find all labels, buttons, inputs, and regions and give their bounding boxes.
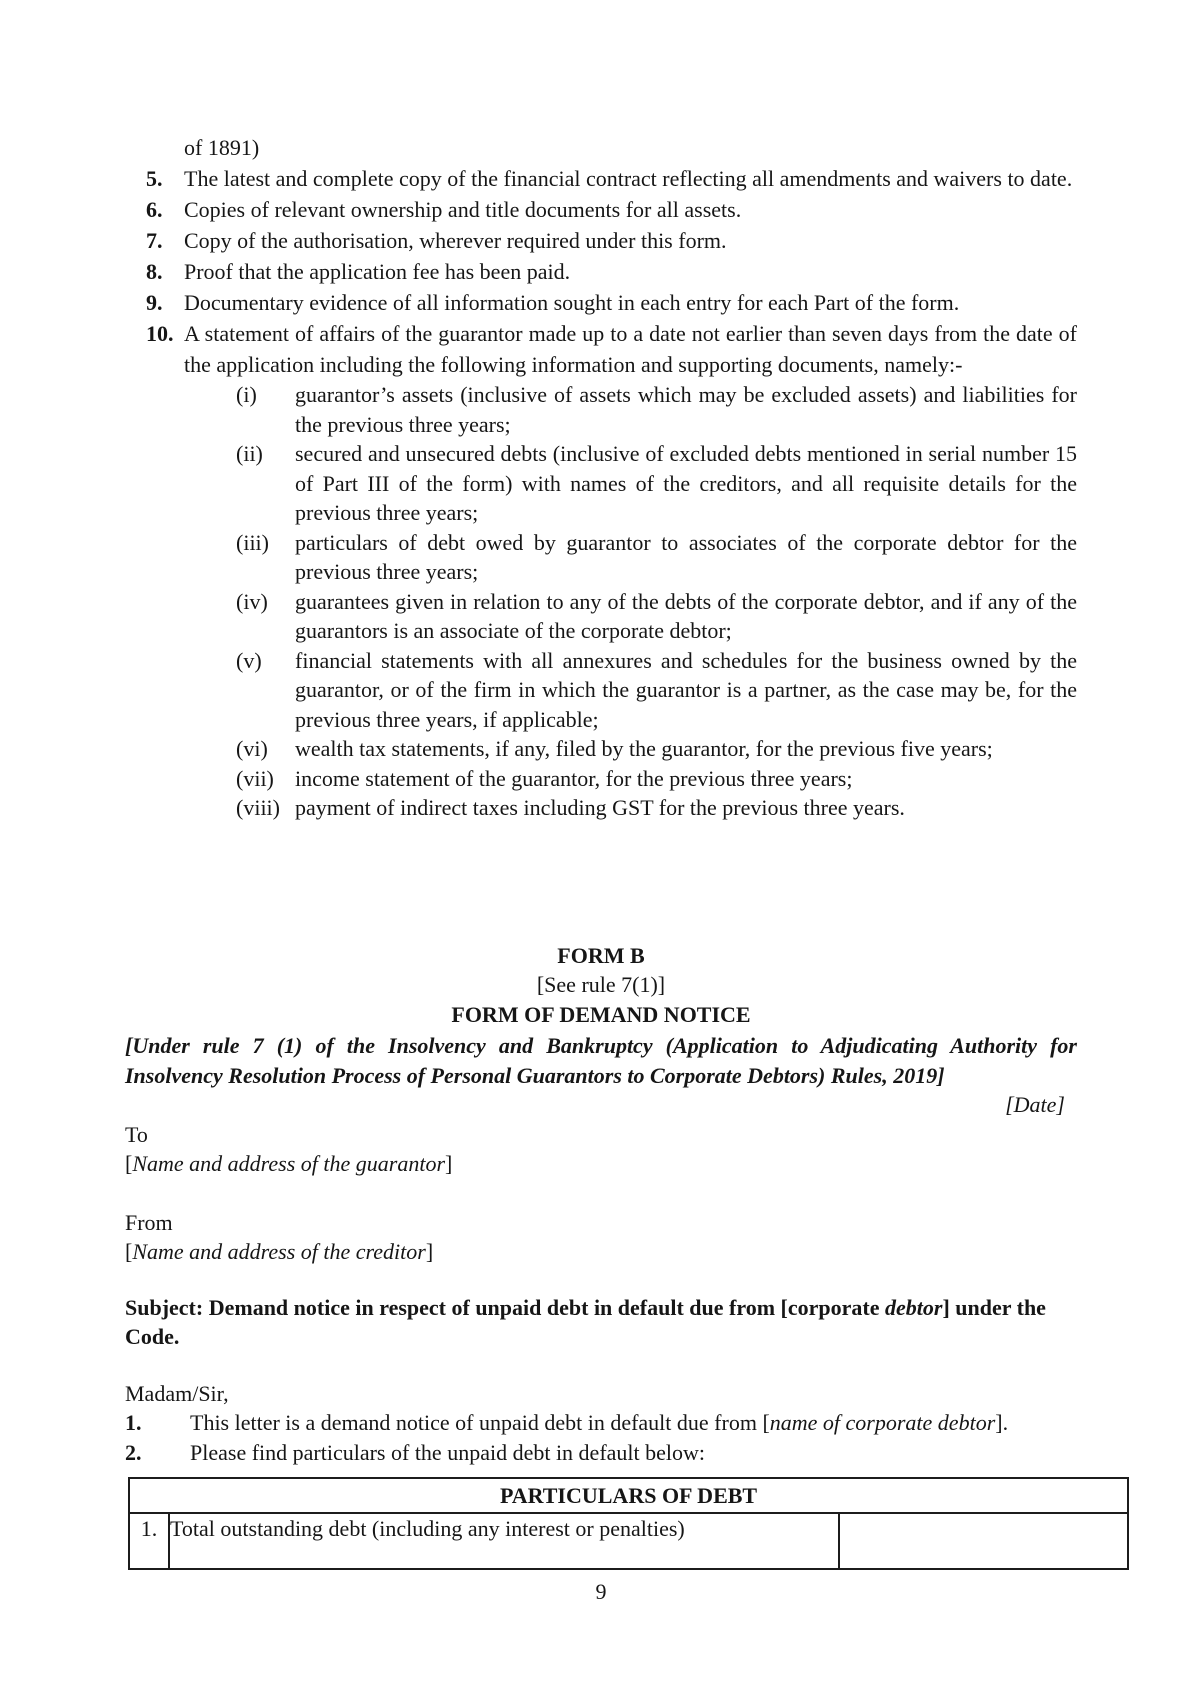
sub-item-text: income statement of the guarantor, for the previous three years;	[295, 765, 853, 791]
sub-item	[236, 439, 1077, 528]
creditor-address-text: Name and address of the creditor	[132, 1239, 426, 1264]
point-number: 2.	[125, 1439, 142, 1465]
attachment-item-number: 6.	[146, 197, 163, 222]
attachment-item	[146, 256, 1077, 287]
guarantor-address-text: Name and address of the guarantor	[132, 1151, 446, 1176]
point-text-post: ].	[995, 1410, 1009, 1435]
debt-table	[128, 1477, 1129, 1570]
creditor-address-placeholder	[125, 1237, 1077, 1267]
sub-item	[236, 646, 1077, 735]
sub-item	[236, 734, 1077, 764]
sub-item-text: payment of indirect taxes including GST for the previous three years.	[295, 795, 905, 820]
form-header-block	[125, 941, 1077, 1030]
sub-item-text: secured and unsecured debts (inclusive of excluded debts mentioned in serial number 15 of Part III of the form) with names of the creditors, and all requisite details for the previous three years;	[295, 441, 1077, 525]
debt-table-header-row	[129, 1478, 1128, 1513]
point-number: 1.	[125, 1410, 142, 1435]
attachment-item	[146, 163, 1077, 194]
rule-citation: [Under rule 7 (1) of the Insolvency and Bankruptcy (Application to Adjudicating Authority for Insolvency Resolution Process of Personal Guarantors to Corporate Debtors) Rules, 2019]	[125, 1033, 1077, 1088]
subject-line	[125, 1293, 1077, 1352]
bracket-open: [	[125, 1151, 133, 1176]
sub-item-text: guarantor’s assets (inclusive of assets which may be excluded assets) and liabilities for the previous three years;	[295, 382, 1077, 437]
attachment-item-text: Copy of the authorisation, wherever required under this form.	[184, 228, 727, 253]
form-heading: FORM OF DEMAND NOTICE	[451, 1001, 751, 1027]
sub-item	[236, 793, 1077, 823]
to-label: To	[125, 1121, 148, 1147]
letter-point	[125, 1438, 1077, 1468]
date-placeholder: [Date]	[1005, 1092, 1065, 1117]
sub-item-marker: (vii)	[236, 765, 274, 791]
attachment-item-text: Proof that the application fee has been paid.	[184, 259, 571, 284]
subject-text: Subject: Demand notice in respect of unpaid debt in default due from [corporate	[125, 1294, 885, 1320]
attachment-item-text: A statement of affairs of the guarantor made up to a date not earlier than seven days from the date of the application including the following information and supporting documents, namely:-	[184, 321, 1077, 377]
sub-item-marker: (i)	[236, 382, 257, 407]
sub-item-text: particulars of debt owed by guarantor to associates of the corporate debtor for the previous three years;	[295, 529, 1077, 584]
sub-item-marker: (vi)	[236, 736, 268, 761]
sub-item-text: wealth tax statements, if any, filed by the guarantor, for the previous five years;	[295, 736, 993, 761]
salutation: Madam/Sir,	[125, 1380, 229, 1406]
attachment-item	[146, 318, 1077, 380]
row-serial: 1.	[129, 1513, 169, 1569]
attachment-continuation: of 1891)	[184, 135, 260, 160]
point-text-pre: This letter is a demand notice of unpaid debt in default due from [	[190, 1410, 770, 1435]
from-label: From	[125, 1209, 173, 1235]
sub-item-marker: (viii)	[236, 795, 280, 820]
attachment-item	[146, 194, 1077, 225]
form-title: FORM B	[557, 942, 645, 968]
sub-item	[236, 380, 1077, 439]
attachment-item-number: 8.	[146, 259, 163, 284]
attachment-item-text: Copies of relevant ownership and title documents for all assets.	[184, 197, 742, 222]
point-text-emphasis: name of corporate debtor	[769, 1410, 996, 1435]
attachment-item-text: Documentary evidence of all information sought in each entry for each Part of the form.	[184, 290, 960, 315]
debt-table-header: PARTICULARS OF DEBT	[129, 1478, 1128, 1513]
sub-item	[236, 587, 1077, 646]
subject-text-end: ] under the Code.	[125, 1294, 1046, 1349]
bracket-close: ]	[445, 1151, 453, 1176]
sub-item-text: guarantees given in relation to any of the debts of the corporate debtor, and if any of the guarantors is an associate of the corporate debtor;	[295, 588, 1077, 643]
debt-table-row	[129, 1513, 1128, 1569]
sub-item-marker: (v)	[236, 647, 262, 673]
guarantor-address-placeholder	[125, 1149, 1077, 1179]
sub-item-marker: (iv)	[236, 588, 268, 614]
subject-emphasis: debtor	[885, 1294, 943, 1320]
sub-item-text: financial statements with all annexures and schedules for the business owned by the guarantor, or of the firm in which the guarantor is a partner, as the case may be, for the previous three years, if applicable;	[295, 647, 1077, 732]
sub-item	[236, 764, 1077, 794]
attachment-item-number: 7.	[146, 228, 163, 253]
attachment-item	[146, 225, 1077, 256]
attachment-item-number: 5.	[146, 166, 163, 191]
bracket-open: [	[125, 1239, 133, 1264]
sub-item-marker: (iii)	[236, 529, 269, 555]
point-text	[190, 1408, 1077, 1438]
form-rule-ref: [See rule 7(1)]	[536, 972, 666, 997]
point-text	[190, 1438, 1077, 1468]
row-value-cell	[839, 1513, 1128, 1569]
attachment-item-text: The latest and complete copy of the financial contract reflecting all amendments and waivers to date.	[184, 166, 1073, 191]
attachment-item-number: 9.	[146, 290, 163, 315]
page-number: 9	[595, 1579, 607, 1604]
bracket-close: ]	[425, 1239, 434, 1264]
attachment-item-number: 10.	[146, 321, 174, 346]
sub-item-marker: (ii)	[236, 441, 263, 466]
attachment-item	[146, 287, 1077, 318]
letter-point	[125, 1408, 1077, 1438]
sub-item	[236, 528, 1077, 587]
point-text-pre: Please find particulars of the unpaid debt in default below:	[190, 1439, 706, 1465]
row-description: Total outstanding debt (including any interest or penalties)	[169, 1513, 839, 1569]
